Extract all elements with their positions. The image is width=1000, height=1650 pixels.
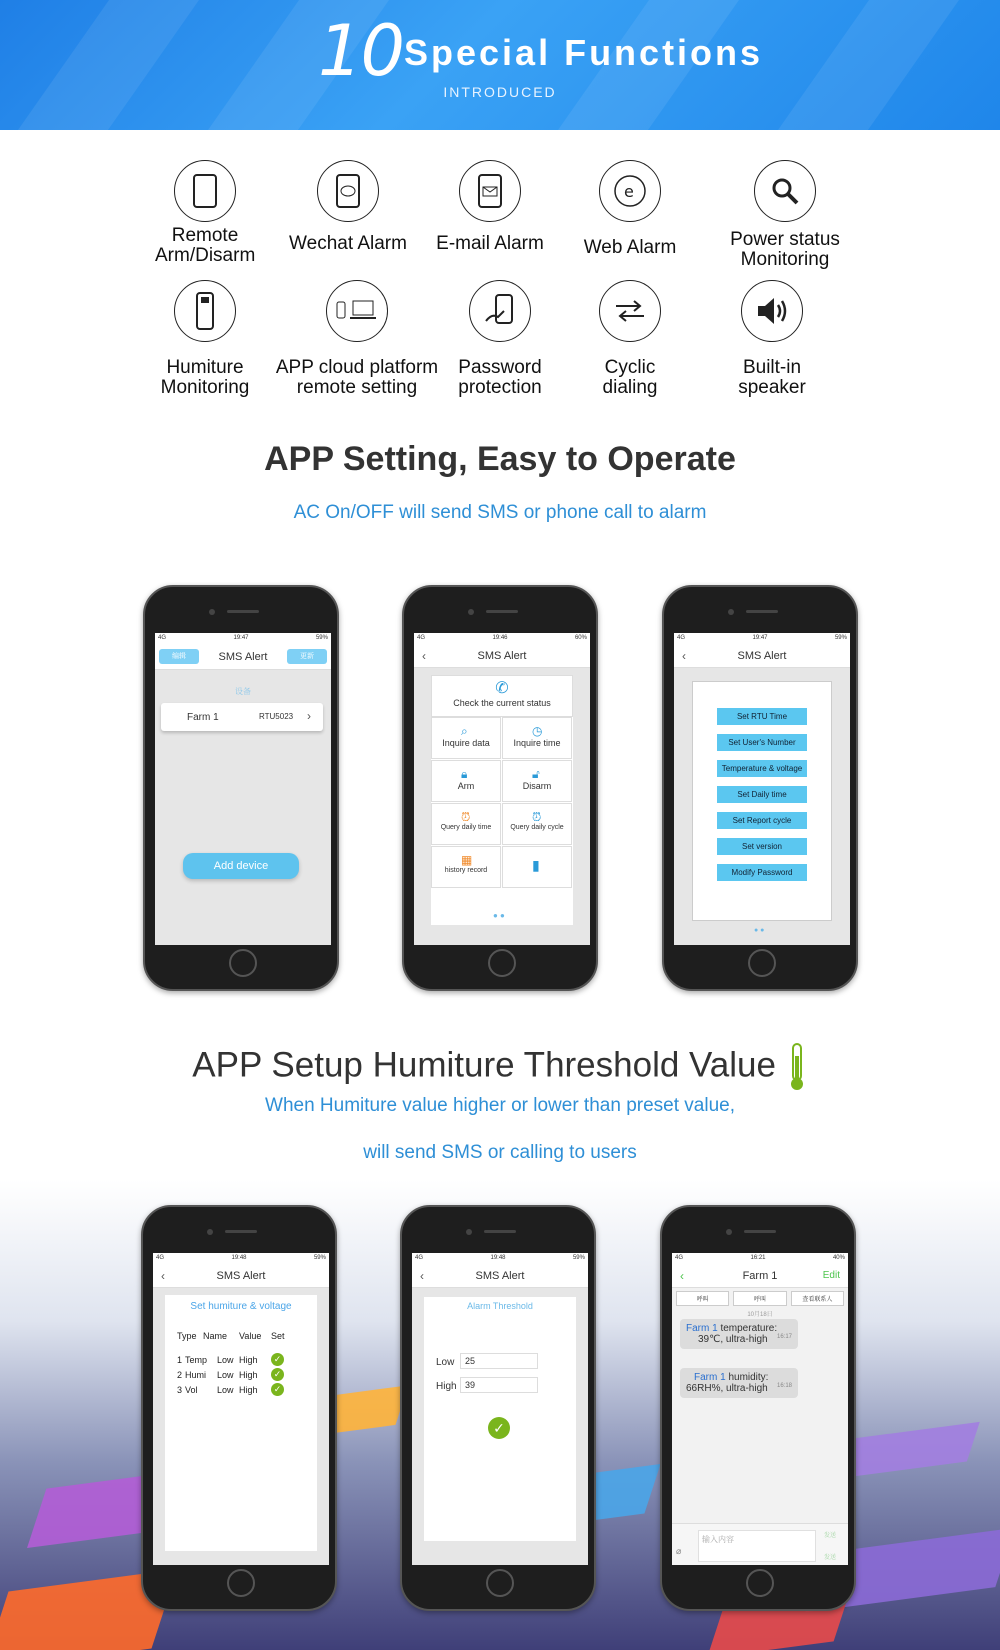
device-model: RTU5023 bbox=[259, 712, 294, 721]
high-label: High bbox=[436, 1381, 457, 1392]
message-bubble bbox=[680, 1319, 798, 1349]
speaker-grille bbox=[227, 610, 259, 613]
phone-mockup-settings-menu bbox=[662, 585, 858, 991]
phone-call-icon: ✆ bbox=[495, 680, 509, 697]
control-panel bbox=[431, 675, 573, 925]
feature-password bbox=[440, 280, 560, 398]
status-bar: 4G 19:48 59% bbox=[153, 1253, 329, 1264]
edit-button[interactable]: 编辑 bbox=[159, 649, 199, 664]
section1-subtitle: AC On/OFF will send SMS or phone call to alarm bbox=[293, 502, 707, 523]
power-search-icon bbox=[754, 160, 816, 222]
speaker-grille bbox=[486, 610, 518, 613]
check-status-label: Check the current status bbox=[453, 698, 551, 708]
nav-title: SMS Alert bbox=[475, 1269, 525, 1282]
query-daily-time-cell[interactable]: ⏰︎ Query daily time bbox=[431, 803, 501, 845]
call-button[interactable]: 呼叫 bbox=[676, 1291, 729, 1306]
remote-control-icon bbox=[174, 280, 236, 342]
phone-screen bbox=[414, 633, 590, 945]
home-button[interactable] bbox=[488, 949, 516, 977]
banner-title: Special Functions bbox=[404, 32, 764, 73]
feature-label: Wechat Alarm bbox=[289, 233, 407, 254]
phone-icon bbox=[174, 160, 236, 222]
feature-label: Power status Monitoring bbox=[730, 229, 840, 270]
message-value: 39℃, ultra-high bbox=[698, 1334, 768, 1345]
query-daily-cycle-cell[interactable]: ⏰︎ Query daily cycle bbox=[502, 803, 572, 845]
chevron-right-icon: › bbox=[307, 709, 311, 723]
low-threshold-input[interactable]: 25 bbox=[460, 1353, 538, 1369]
send-button[interactable]: 发送 bbox=[824, 1555, 837, 1561]
phone-screen bbox=[674, 633, 850, 945]
edit-button[interactable]: Edit bbox=[822, 1270, 840, 1281]
banner-stripe bbox=[743, 0, 987, 130]
camera bbox=[726, 1229, 732, 1235]
banner-subtitle: INTRODUCED bbox=[443, 84, 557, 100]
feature-label: Remote Arm/Disarm bbox=[155, 225, 256, 266]
nav-bar bbox=[414, 644, 590, 668]
alarm-clock-icon: ⏰︎ bbox=[461, 810, 471, 824]
add-device-button[interactable]: Add device bbox=[183, 853, 299, 879]
nav-title: SMS Alert bbox=[477, 649, 527, 662]
group-label: 设备 bbox=[235, 687, 251, 696]
statistics-cell[interactable] bbox=[502, 846, 572, 888]
high-threshold-input[interactable]: 39 bbox=[460, 1377, 538, 1393]
back-arrow-icon[interactable]: ‹ bbox=[420, 1268, 424, 1283]
nav-title: SMS Alert bbox=[218, 650, 268, 663]
search-icon: ⌕ bbox=[461, 724, 468, 738]
page-indicator: ● ● bbox=[493, 911, 505, 920]
speaker-grille bbox=[746, 610, 778, 613]
set-report-cycle-button[interactable]: Set Report cycle bbox=[717, 812, 807, 829]
panel-heading: Alarm Threshold bbox=[467, 1301, 533, 1311]
cloud-platform-icon bbox=[326, 280, 388, 342]
device-row[interactable] bbox=[161, 703, 323, 731]
phone-screen bbox=[672, 1253, 848, 1565]
home-button[interactable] bbox=[486, 1569, 514, 1597]
section2-subtitle-line1: When Humiture value higher or lower than preset value, bbox=[265, 1095, 735, 1116]
nav-bar bbox=[674, 644, 850, 668]
feature-web bbox=[570, 160, 690, 258]
modify-password-button[interactable]: Modify Password bbox=[717, 864, 807, 881]
nav-bar bbox=[672, 1264, 848, 1288]
set-rtu-time-button[interactable]: Set RTU Time bbox=[717, 708, 807, 725]
phone-mockup-control-grid bbox=[402, 585, 598, 991]
status-bar: 4G 19:47 59% bbox=[155, 633, 331, 644]
feature-wechat bbox=[278, 160, 418, 254]
phone-mockup-humiture-settings bbox=[141, 1205, 337, 1611]
nav-bar bbox=[412, 1264, 588, 1288]
phone-mockup-device-list bbox=[143, 585, 339, 991]
camera bbox=[466, 1229, 472, 1235]
feature-humiture bbox=[145, 280, 265, 398]
home-button[interactable] bbox=[229, 949, 257, 977]
history-record-cell[interactable]: ▦ history record bbox=[431, 846, 501, 888]
feature-label: APP cloud platform remote setting bbox=[275, 357, 439, 398]
speaker-grille bbox=[225, 1230, 257, 1233]
update-button[interactable]: 更新 bbox=[287, 649, 327, 664]
temperature-voltage-button[interactable]: Temperature & voltage bbox=[717, 760, 807, 777]
message-input[interactable]: 输入内容 bbox=[698, 1530, 816, 1562]
feature-label: Web Alarm bbox=[583, 237, 677, 258]
web-icon bbox=[599, 160, 661, 222]
attachment-icon[interactable]: ⌀ bbox=[676, 1546, 682, 1556]
svg-text:e: e bbox=[624, 182, 634, 201]
speaker-icon bbox=[741, 280, 803, 342]
section2-subtitle-line2: will send SMS or calling to users bbox=[363, 1142, 637, 1163]
camera bbox=[207, 1229, 213, 1235]
camera bbox=[728, 609, 734, 615]
arm-cell[interactable]: 🔒︎ Arm bbox=[431, 760, 501, 802]
action-buttons bbox=[672, 1288, 848, 1309]
message-sender: Farm 1 bbox=[686, 1323, 718, 1334]
decorative-tile bbox=[840, 1422, 980, 1478]
banner-number: 10 bbox=[318, 10, 404, 92]
phone-mockup-sms-messages bbox=[660, 1205, 856, 1611]
view-contact-button[interactable]: 查看联系人 bbox=[791, 1291, 844, 1306]
phone-mockup-alarm-threshold bbox=[400, 1205, 596, 1611]
cycle-arrows-icon bbox=[599, 280, 661, 342]
confirm-check-icon[interactable]: ✓ bbox=[488, 1417, 510, 1439]
back-arrow-icon[interactable]: ‹ bbox=[161, 1268, 165, 1283]
banner-stripe bbox=[0, 0, 227, 130]
email-icon bbox=[459, 160, 521, 222]
message-time: 16:18 bbox=[776, 1383, 792, 1389]
inquire-data-cell[interactable]: ⌕ Inquire data bbox=[431, 717, 501, 759]
feature-label: Cyclic dialing bbox=[602, 357, 658, 398]
home-button[interactable] bbox=[746, 1569, 774, 1597]
compose-bar bbox=[672, 1523, 848, 1565]
camera bbox=[209, 609, 215, 615]
section2-title bbox=[0, 1042, 1000, 1092]
back-arrow-icon[interactable]: ‹ bbox=[680, 1268, 684, 1283]
disarm-cell[interactable]: 🔓︎ Disarm bbox=[502, 760, 572, 802]
confirm-check-icon[interactable]: ✓ bbox=[271, 1368, 284, 1381]
panel-heading: Set humiture & voltage bbox=[190, 1301, 292, 1312]
message-bubble bbox=[680, 1368, 798, 1398]
humiture-panel: Set humiture & voltage Type Name Value Set 1 Temp Low High 2 Humi Low High 3 Vol Low High ✓ ✓ ✓ bbox=[165, 1295, 317, 1551]
confirm-check-icon[interactable]: ✓ bbox=[271, 1353, 284, 1366]
phone-screen bbox=[153, 1253, 329, 1565]
back-arrow-icon[interactable]: ‹ bbox=[682, 648, 686, 663]
lock-icon: 🔒︎ bbox=[461, 767, 468, 781]
set-daily-time-button[interactable]: Set Daily time bbox=[717, 786, 807, 803]
message-sender: Farm 1 bbox=[694, 1372, 726, 1383]
header-banner bbox=[0, 0, 1000, 130]
feature-email bbox=[425, 160, 555, 254]
home-button[interactable] bbox=[227, 1569, 255, 1597]
feature-label: Humiture Monitoring bbox=[160, 357, 250, 398]
nav-title: Farm 1 bbox=[742, 1269, 778, 1282]
message-text: humidity: bbox=[725, 1372, 769, 1383]
confirm-check-icon[interactable]: ✓ bbox=[271, 1383, 284, 1396]
page-indicator: ● ● bbox=[754, 927, 765, 934]
back-arrow-icon[interactable]: ‹ bbox=[422, 648, 426, 663]
status-bar: 4G 16:21 40% bbox=[672, 1253, 848, 1264]
home-button[interactable] bbox=[748, 949, 776, 977]
feature-remote-arm bbox=[155, 160, 255, 266]
status-bar: 4G 19:48 59% bbox=[412, 1253, 588, 1264]
nav-bar bbox=[155, 644, 331, 670]
bar-chart-icon: ▮ bbox=[532, 857, 540, 873]
feature-label: Built-in speaker bbox=[738, 357, 806, 398]
set-user-number-button[interactable]: Set User's Number bbox=[717, 734, 807, 751]
inquire-time-cell[interactable]: ◷ Inquire time bbox=[502, 717, 572, 759]
status-bar: 4G 19:46 60% bbox=[414, 633, 590, 644]
nav-bar bbox=[153, 1264, 329, 1288]
check-status-button[interactable] bbox=[431, 675, 573, 717]
section1-title: APP Setting, Easy to Operate bbox=[264, 440, 736, 478]
phone-screen bbox=[155, 633, 331, 945]
status-bar: 4G 19:47 59% bbox=[674, 633, 850, 644]
speaker-grille bbox=[484, 1230, 516, 1233]
feature-speaker bbox=[722, 280, 822, 398]
thermometer-icon bbox=[786, 1042, 808, 1092]
camera bbox=[468, 609, 474, 615]
unlock-icon: 🔓︎ bbox=[532, 767, 540, 781]
message-date: 10月18日 bbox=[747, 1312, 773, 1318]
hand-phone-icon bbox=[469, 280, 531, 342]
feature-label: Password protection bbox=[458, 357, 542, 398]
nav-title: SMS Alert bbox=[737, 649, 787, 662]
nav-title: SMS Alert bbox=[216, 1269, 266, 1282]
phone-screen bbox=[412, 1253, 588, 1565]
calendar-icon: ▦ bbox=[461, 853, 473, 867]
feature-label: E-mail Alarm bbox=[436, 233, 544, 254]
send-button[interactable]: 发送 bbox=[824, 1533, 837, 1539]
feature-power-status bbox=[715, 160, 855, 270]
message-value: 66RH%, ultra-high bbox=[686, 1383, 768, 1394]
feature-cyclic-dialing bbox=[580, 280, 680, 398]
farm-name: Farm 1 bbox=[187, 712, 219, 723]
feature-cloud-platform bbox=[268, 280, 446, 398]
clock-icon: ◷ bbox=[532, 724, 543, 738]
speaker-grille bbox=[744, 1230, 776, 1233]
settings-panel bbox=[692, 681, 832, 921]
message-text: temperature: bbox=[717, 1323, 778, 1334]
section2-title-text: APP Setup Humiture Threshold Value bbox=[192, 1045, 776, 1085]
call-button[interactable]: 呼叫 bbox=[733, 1291, 786, 1306]
message-time: 16:17 bbox=[776, 1334, 792, 1340]
threshold-panel bbox=[424, 1297, 576, 1541]
set-version-button[interactable]: Set version bbox=[717, 838, 807, 855]
wechat-icon bbox=[317, 160, 379, 222]
low-label: Low bbox=[436, 1357, 455, 1368]
alarm-clock-icon: ⏰︎ bbox=[532, 810, 542, 824]
